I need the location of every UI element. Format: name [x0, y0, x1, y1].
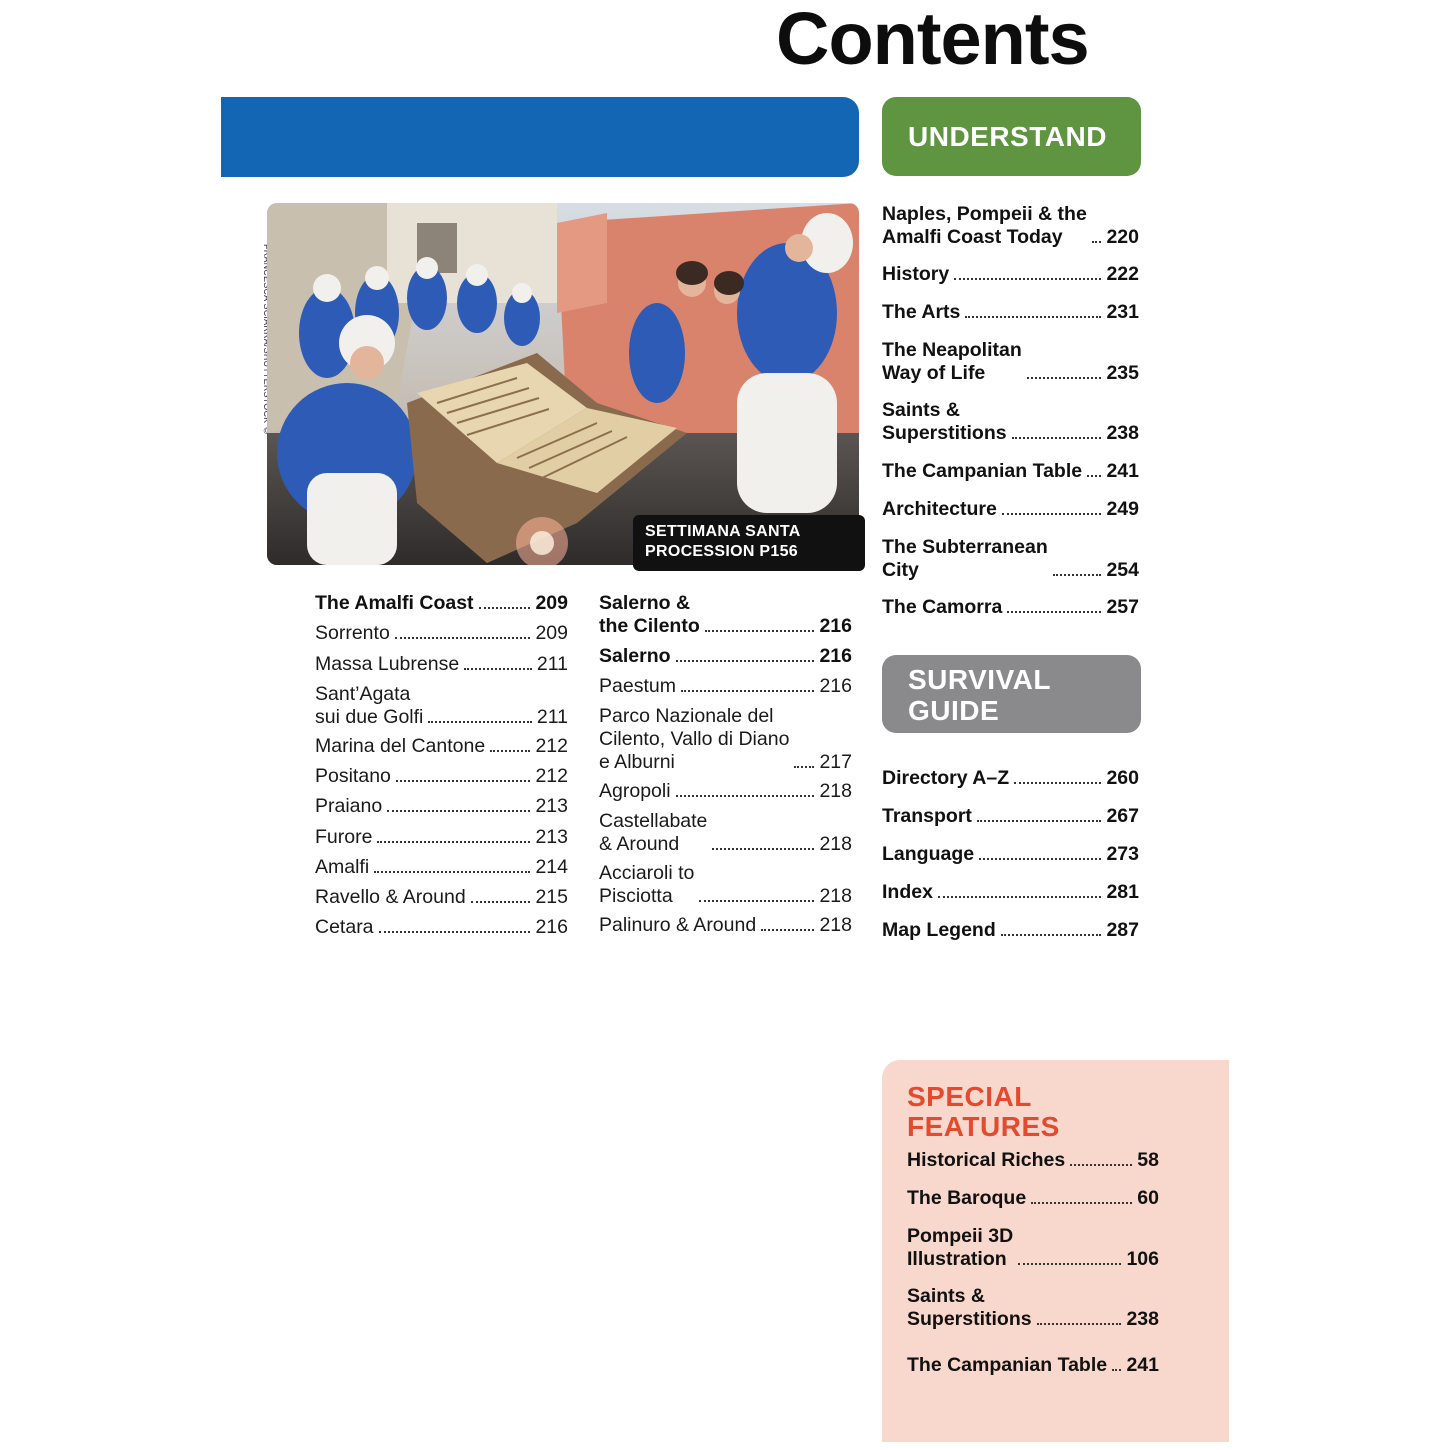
toc-entry-page-number: 238: [1126, 1308, 1159, 1330]
toc-entry-title: The Camorra: [882, 596, 1003, 618]
toc-entry-title: The Neapolitan Way of Life: [882, 339, 1022, 384]
toc-entry[interactable]: [882, 767, 1139, 790]
toc-entry-page-number: 218: [819, 885, 852, 907]
dot-leader: [979, 858, 1101, 860]
toc-entry-title: Cetara: [315, 916, 374, 938]
toc-entry-page-number: 222: [1106, 263, 1139, 285]
toc-entry-title: Agropoli: [599, 780, 671, 802]
toc-entry-title: The Campanian Table: [882, 460, 1083, 482]
toc-entry[interactable]: [599, 705, 852, 774]
dot-leader: [490, 750, 530, 752]
toc-entry[interactable]: [599, 862, 852, 908]
toc-entry-title: Furore: [315, 826, 373, 848]
dot-leader: [1070, 1164, 1132, 1166]
dot-leader: [1087, 475, 1101, 477]
toc-entry[interactable]: [315, 826, 568, 849]
dot-leader: [676, 660, 815, 662]
toc-entry-page-number: 213: [535, 795, 568, 817]
toc-entry[interactable]: [315, 795, 568, 818]
toc-entry-page-number: 220: [1106, 226, 1139, 248]
toc-entry-title: Castellabate & Around: [599, 810, 708, 855]
toc-entry[interactable]: [882, 301, 1139, 324]
toc-entry-page-number: 218: [819, 780, 852, 802]
toc-entry-page-number: 218: [819, 914, 852, 936]
dot-leader: [471, 901, 531, 903]
toc-entry-page-number: 58: [1137, 1149, 1159, 1171]
toc-entry[interactable]: [882, 843, 1139, 866]
toc-entry-title: Salerno: [599, 645, 671, 667]
toc-entry[interactable]: [315, 683, 568, 729]
dot-leader: [1053, 574, 1102, 576]
toc-entry-title: The Amalfi Coast: [315, 592, 474, 614]
toc-entry-title: Marina del Cantone: [315, 735, 486, 757]
dot-leader: [977, 820, 1102, 822]
toc-entry-page-number: 209: [535, 622, 568, 644]
toc-entry-page-number: 212: [535, 765, 568, 787]
procession-photo: [267, 203, 859, 565]
toc-entry-title: Acciaroli to Pisciotta: [599, 862, 695, 907]
toc-entry-page-number: 216: [819, 615, 852, 637]
dot-leader: [428, 721, 532, 723]
toc-entry[interactable]: [907, 1187, 1159, 1210]
toc-entry[interactable]: [599, 780, 852, 803]
dot-leader: [1112, 1369, 1121, 1371]
dot-leader: [699, 900, 814, 902]
toc-entry[interactable]: [315, 886, 568, 909]
toc-entry-title: Sorrento: [315, 622, 390, 644]
dot-leader: [965, 316, 1101, 318]
toc-entry-title: Architecture: [882, 498, 997, 520]
toc-entry-title: Amalfi: [315, 856, 370, 878]
dot-leader: [1092, 241, 1102, 243]
toc-entry-title: Map Legend: [882, 919, 996, 941]
toc-entry-title: The Subterranean City: [882, 536, 1048, 581]
toc-entry-page-number: 217: [819, 751, 852, 773]
toc-entry[interactable]: [315, 765, 568, 788]
toc-entry-title: Index: [882, 881, 933, 903]
dot-leader: [395, 637, 531, 639]
toc-entry[interactable]: [882, 203, 1139, 249]
toc-entry-page-number: 214: [535, 856, 568, 878]
special-features-heading: SPECIAL FEATURES: [907, 1081, 1060, 1142]
toc-entry-page-number: 216: [819, 675, 852, 697]
toc-entry-title: Language: [882, 843, 975, 865]
caption-line: SETTIMANA SANTA: [645, 523, 801, 540]
toc-entry[interactable]: [599, 675, 852, 698]
page-title: Contents: [776, 0, 1089, 80]
dot-leader: [396, 780, 531, 782]
caption-line: PROCESSION P156: [645, 543, 798, 560]
dot-leader: [1018, 1263, 1121, 1265]
toc-entry[interactable]: [315, 916, 568, 939]
dot-leader: [1001, 934, 1102, 936]
toc-entry[interactable]: [599, 914, 852, 937]
toc-entry-title: Positano: [315, 765, 391, 787]
toc-entry-title: Palinuro & Around: [599, 914, 757, 936]
toc-entry[interactable]: [882, 263, 1139, 286]
toc-entry[interactable]: [907, 1285, 1159, 1331]
toc-entry[interactable]: [315, 622, 568, 645]
toc-entry[interactable]: [907, 1354, 1159, 1377]
dot-leader: [954, 278, 1101, 280]
toc-entry[interactable]: [599, 810, 852, 856]
toc-entry[interactable]: [882, 339, 1139, 385]
dot-leader: [1037, 1323, 1122, 1325]
toc-entry-page-number: 216: [535, 916, 568, 938]
toc-entry-title: Directory A–Z: [882, 767, 1010, 789]
dot-leader: [1007, 611, 1101, 613]
dot-leader: [938, 896, 1102, 898]
toc-entry-page-number: 231: [1106, 301, 1139, 323]
dot-leader: [676, 795, 815, 797]
toc-entry-title: History: [882, 263, 950, 285]
dot-leader: [681, 690, 815, 692]
toc-entry[interactable]: [882, 498, 1139, 521]
dot-leader: [1031, 1202, 1132, 1204]
toc-entry-title: Massa Lubrense: [315, 653, 460, 675]
toc-entry-page-number: 235: [1106, 362, 1139, 384]
dot-leader: [387, 810, 530, 812]
toc-entry-title: Sant’Agata sui due Golfi: [315, 683, 424, 728]
toc-entry-title: Saints & Superstitions: [907, 1285, 1032, 1330]
section-color-bar: [221, 97, 859, 177]
toc-entry[interactable]: [882, 881, 1139, 904]
toc-entry-page-number: 249: [1106, 498, 1139, 520]
toc-entry[interactable]: [882, 805, 1139, 828]
toc-entry-page-number: 257: [1106, 596, 1139, 618]
toc-entry-title: Parco Nazionale del Cilento, Vallo di Diano e Alburni: [599, 705, 790, 773]
toc-entry-page-number: 213: [535, 826, 568, 848]
toc-entry[interactable]: [907, 1149, 1159, 1172]
toc-entry-page-number: 287: [1106, 919, 1139, 941]
toc-entry[interactable]: [882, 596, 1139, 619]
toc-entry[interactable]: [315, 653, 568, 676]
toc-entry-page-number: 260: [1106, 767, 1139, 789]
toc-entry[interactable]: [599, 645, 852, 668]
toc-entry[interactable]: [882, 536, 1139, 582]
toc-entry-page-number: 211: [536, 706, 568, 728]
understand-heading: UNDERSTAND: [882, 97, 1141, 176]
dot-leader: [1014, 782, 1101, 784]
toc-entry-title: Pompeii 3D Illustration: [907, 1225, 1014, 1270]
toc-entry[interactable]: [599, 592, 852, 638]
toc-entry-title: Transport: [882, 805, 972, 827]
dot-leader: [479, 607, 531, 609]
toc-entry-page-number: 216: [819, 645, 852, 667]
toc-entry[interactable]: [882, 399, 1139, 445]
toc-entry-page-number: 212: [535, 735, 568, 757]
toc-entry-page-number: 273: [1106, 843, 1139, 865]
toc-entry[interactable]: [315, 735, 568, 758]
dot-leader: [379, 931, 531, 933]
toc-entry-page-number: 218: [819, 833, 852, 855]
dot-leader: [1012, 437, 1102, 439]
toc-entry[interactable]: [315, 856, 568, 879]
dot-leader: [794, 766, 814, 768]
toc-entry-page-number: 241: [1106, 460, 1139, 482]
toc-entry-page-number: 267: [1106, 805, 1139, 827]
toc-entry[interactable]: [882, 919, 1139, 942]
toc-entry[interactable]: [882, 460, 1139, 483]
toc-entry-page-number: 106: [1126, 1248, 1159, 1270]
dot-leader: [761, 929, 814, 931]
toc-entry-title: Ravello & Around: [315, 886, 466, 908]
toc-entry-page-number: 60: [1137, 1187, 1159, 1209]
dot-leader: [464, 668, 532, 670]
dot-leader: [1002, 513, 1102, 515]
toc-entry-page-number: 209: [535, 592, 568, 614]
toc-entry-title: The Arts: [882, 301, 961, 323]
toc-entry[interactable]: [907, 1225, 1159, 1271]
toc-entry-page-number: 254: [1106, 559, 1139, 581]
toc-entry-title: Paestum: [599, 675, 676, 697]
toc-entry-page-number: 241: [1126, 1354, 1159, 1376]
dot-leader: [377, 841, 530, 843]
survival-guide-heading: SURVIVAL GUIDE: [882, 655, 1141, 733]
dot-leader: [1027, 377, 1102, 379]
photo-caption: [633, 515, 865, 571]
toc-entry-page-number: 238: [1106, 422, 1139, 444]
toc-entry-title: The Campanian Table: [907, 1354, 1108, 1376]
toc-entry[interactable]: [315, 592, 568, 615]
dot-leader: [374, 871, 530, 873]
toc-entry-title: Saints & Superstitions: [882, 399, 1007, 444]
dot-leader: [705, 630, 815, 632]
toc-entry-page-number: 281: [1106, 881, 1139, 903]
toc-entry-title: Praiano: [315, 795, 383, 817]
toc-entry-page-number: 211: [536, 653, 568, 675]
dot-leader: [712, 848, 814, 850]
toc-entry-page-number: 215: [535, 886, 568, 908]
toc-entry-title: Salerno & the Cilento: [599, 592, 700, 637]
toc-entry-title: Naples, Pompeii & the Amalfi Coast Today: [882, 203, 1087, 248]
toc-entry-title: The Baroque: [907, 1187, 1027, 1209]
toc-entry-title: Historical Riches: [907, 1149, 1066, 1171]
